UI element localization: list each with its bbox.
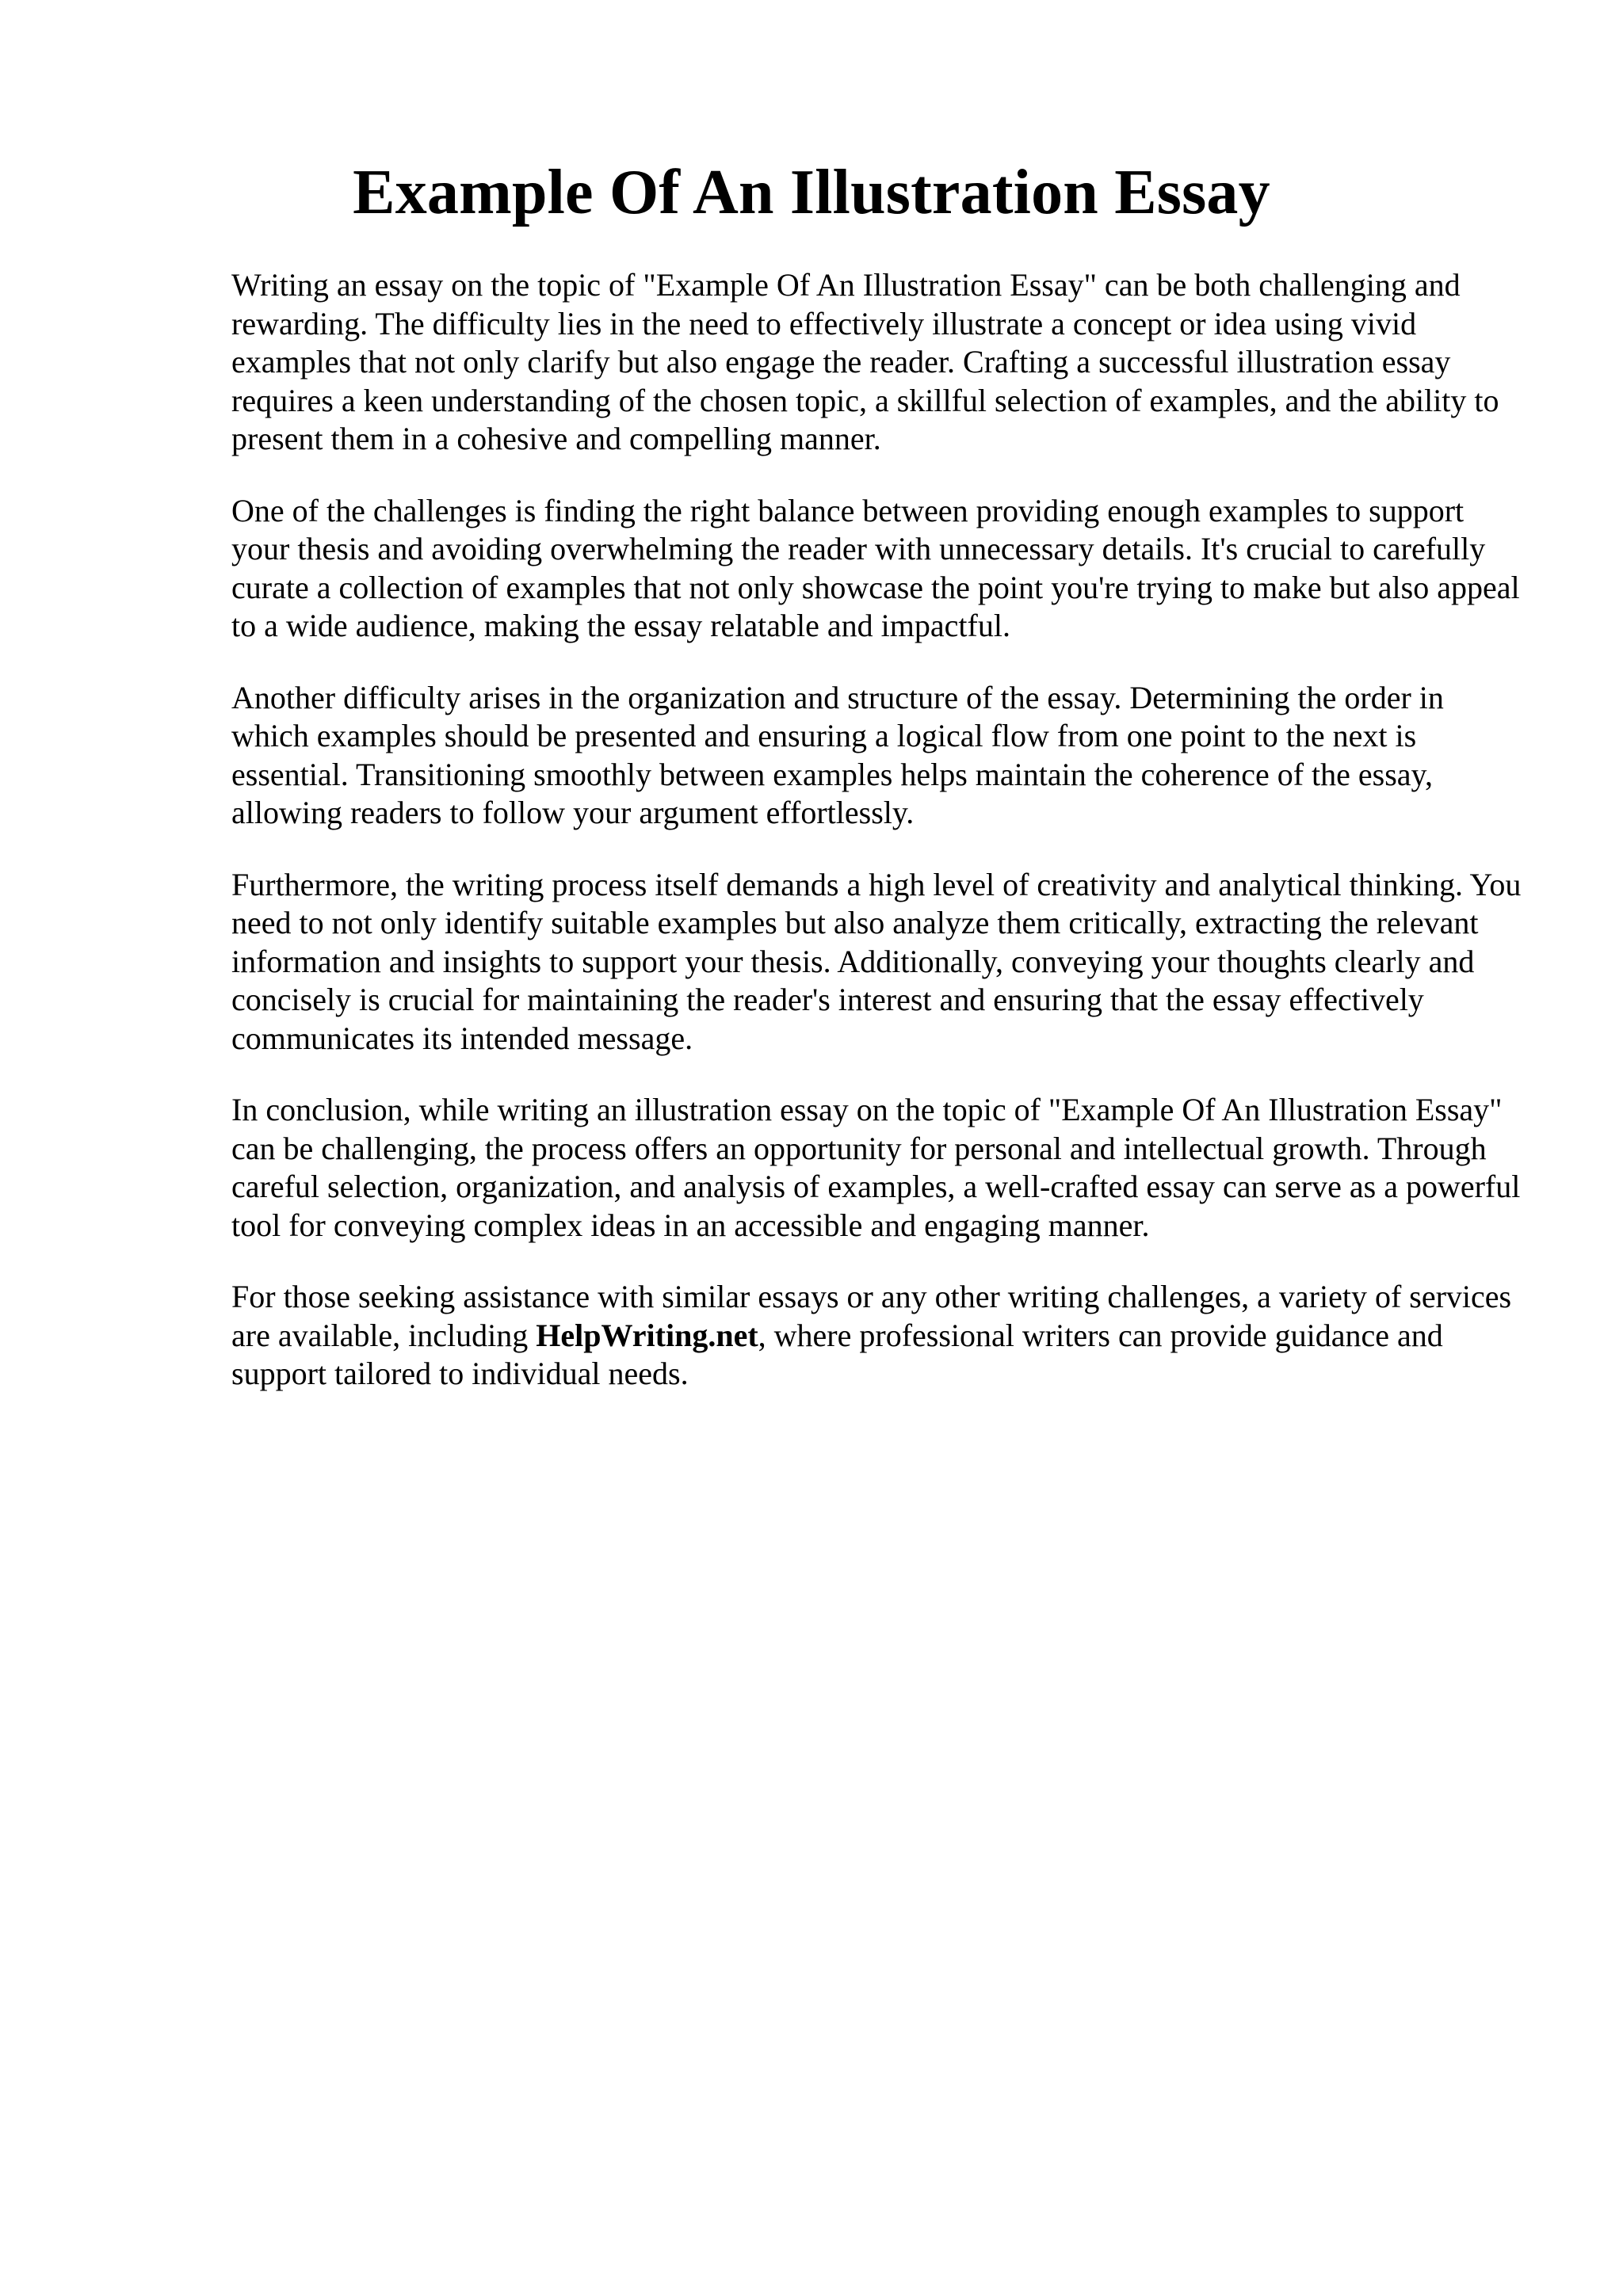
assistance-text-before: For those seeking assistance with similar essays or any other writing challenges, a variety of services are available, including <box>231 1279 1512 1353</box>
paragraph-conclusion: In conclusion, while writing an illustration essay on the topic of "Example Of An Illustration Essay" can be challenging, the process offers an opportunity for personal and intellectual growth. Through careful selection, organization, and analysis of examples, a well-crafted essay can serve as a powerful tool for conveying complex ideas in an accessible and engaging manner. <box>231 1092 1521 1243</box>
paragraph-writing-process: Furthermore, the writing process itself demands a high level of creativity and analytical thinking. You need to not only identify suitable examples but also analyze them critically, extracting the relevant information and insights to support your thesis. Additionally, conveying your thoughts clearly and concisely is crucial for maintaining the reader's interest and ensuring that the essay effectively communicates its intended message. <box>231 866 1522 1056</box>
paragraph-assistance <box>231 1278 1523 1394</box>
paragraph-intro: Writing an essay on the topic of "Example Of An Illustration Essay" can be both challenging and rewarding. The difficulty lies in the need to effectively illustrate a concept or idea using vivid examples that not only clarify but also engage the reader. Crafting a successful illustration essay requires a keen understanding of the chosen topic, a skillful selection of examples, and the ability to present them in a cohesive and compelling manner. <box>231 267 1499 456</box>
paragraph-challenges: One of the challenges is finding the right balance between providing enough examples to support your thesis and avoiding overwhelming the reader with unnecessary details. It's crucial to carefully curate a collection of examples that not only showcase the point you're trying to make but also appeal to a wide audience, making the essay relatable and impactful. <box>231 492 1520 643</box>
page-title: Example Of An Illustration Essay <box>353 158 1270 227</box>
paragraph-organization: Another difficulty arises in the organization and structure of the essay. Determining the order in which examples should be presented and ensuring a logical flow from one point to the next is essential. Transitioning smoothly between examples helps maintain the coherence of the essay, allowing readers to follow your argument effortlessly. <box>231 679 1444 830</box>
brand-name: HelpWriting.net <box>536 1317 758 1353</box>
assistance-text-after: , where professional writers can provide guidance and support tailored to individual needs. <box>231 1317 1443 1391</box>
essay-body <box>231 266 1523 1394</box>
